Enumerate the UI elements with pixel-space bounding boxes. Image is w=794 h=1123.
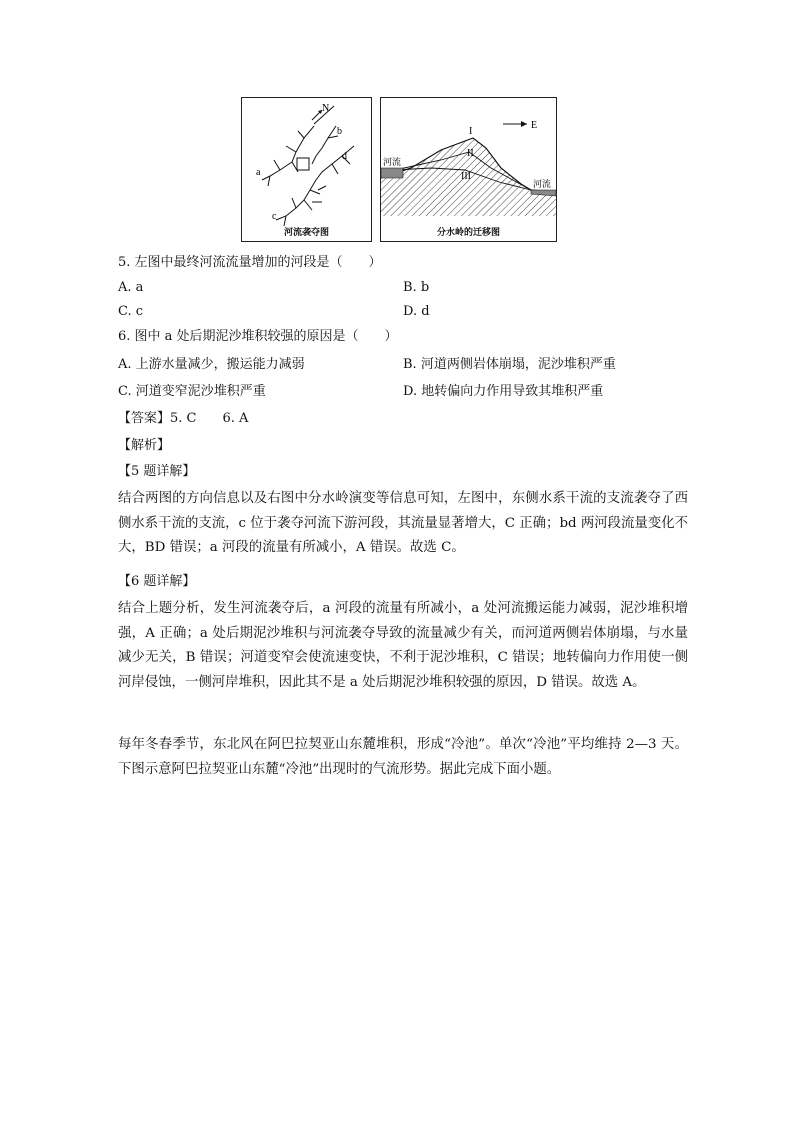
river-left-label: 河流 [383,158,402,168]
q5-detail-heading: 【5 题详解】 [118,464,196,479]
q6-option-a: A. 上游水量减少，搬运能力减弱 [118,357,305,372]
right-figure-caption: 分水岭的迁移图 [436,228,500,238]
watershed-cross-section [381,98,556,241]
q6-detail-text: 结合上题分析，发生河流袭夺后，a 河段的流量有所减小，a 处河流搬运能力减弱，泥沙堆积增强，A 正确；a 处后期泥沙堆积与河流袭夺导致的流量减少有关，而河道两侧岩体崩塌，与水量减少无关，B 错误；河道变窄会使流速变快，不利于泥沙堆积，C 错误；地转偏向力作用使一侧河岸侵蚀，一侧河岸堆积，因此其不是 a 处后期泥沙堆积较强的原因，D 错误。故选 A。 [118,601,688,690]
q6-option-c: C. 河道变窄泥沙堆积严重 [118,384,266,399]
q5-option-a: A. a [118,280,144,295]
q5-option-c: C. c [118,304,144,319]
figure-group [241,97,557,242]
q5-option-b: B. b [403,280,430,295]
label-b: b [337,126,342,137]
north-label: N [322,103,330,114]
left-figure-caption: 河流袭夺图 [283,228,329,238]
q6-option-b: B. 河道两侧岩体崩塌，泥沙堆积严重 [403,357,616,372]
answer-line: 【答案】5. C 6. A [118,411,249,426]
analysis-heading: 【解析】 [118,438,171,453]
watershed-migration-diagram [380,97,557,242]
q6-detail-heading: 【6 题详解】 [118,574,196,589]
stage-1-label: I [469,126,473,137]
label-d: d [342,151,347,162]
q5-option-d: D. d [403,304,430,319]
capture-point-box [297,158,309,170]
q5-stem: 5. 左图中最终河流流量增加的河段是（ ） [118,255,382,270]
label-c: c [272,211,277,222]
river-capture-diagram [241,97,372,242]
river-right-label: 河流 [533,180,552,190]
next-question-intro: 每年冬春季节，东北风在阿巴拉契亚山东麓堆积，形成“冷池”。单次“冷池”平均维持 2—3 天。下图示意阿巴拉契亚山东麓“冷池”出现时的气流形势。据此完成下面小题。 [118,737,688,777]
stage-3-label: III [461,171,471,182]
stage-2-label: II [467,148,474,159]
label-a: a [256,167,261,178]
east-label: E [531,120,538,131]
river-network-map [242,98,371,241]
q5-detail-text: 结合两图的方向信息以及右图中分水岭演变等信息可知，左图中，东侧水系干流的支流袭夺了西侧水系干流的支流，c 位于袭夺河流下游河段，其流量显著增大，C 正确；bd 两河段流量变化不大，BD 错误；a 河段的流量有所减小，A 错误。故选 C。 [118,491,688,556]
q6-stem: 6. 图中 a 处后期泥沙堆积较强的原因是（ ） [118,329,398,344]
q6-option-d: D. 地转偏向力作用导致其堆积严重 [403,384,604,399]
east-arrow [503,120,537,131]
